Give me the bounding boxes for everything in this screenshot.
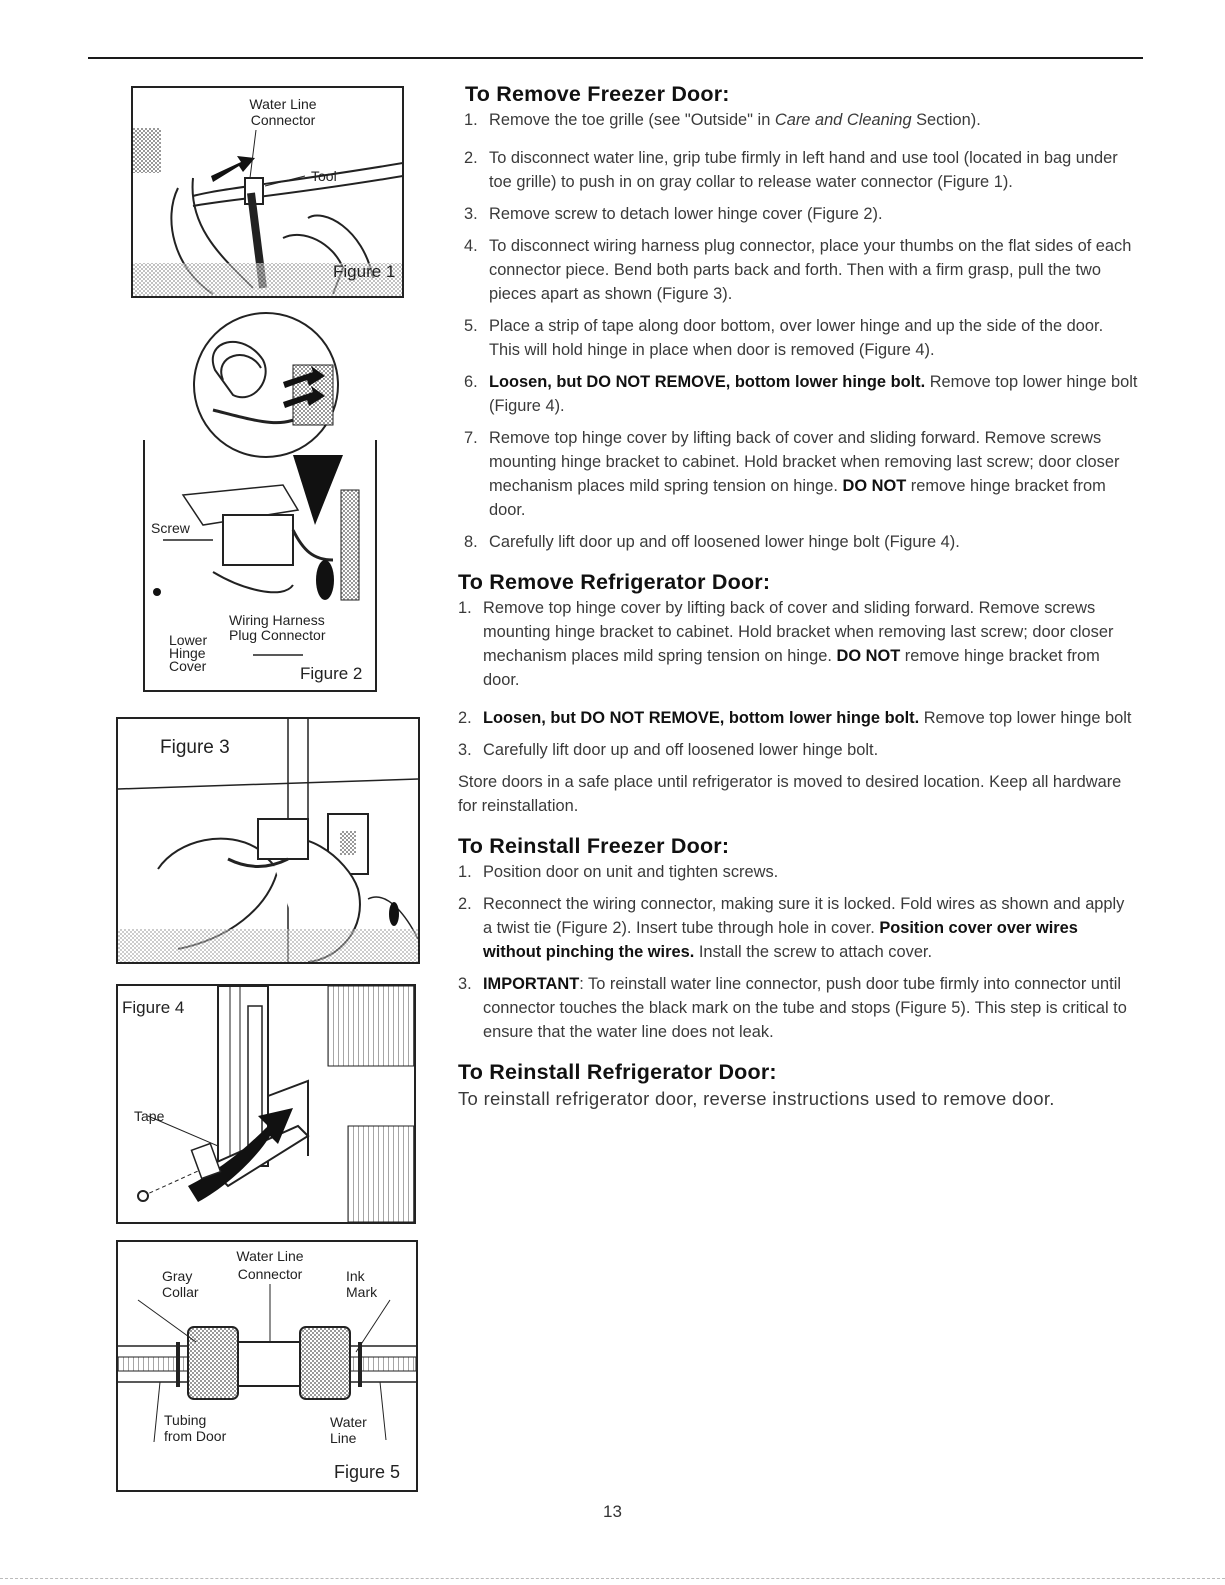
hinge-cover-drawing bbox=[143, 310, 373, 690]
remove-freezer-step-6: 6. Loosen, but DO NOT REMOVE, bottom lower hinge bolt. Remove top lower hinge bolt (Figure 4). bbox=[464, 373, 1138, 415]
store-doors-note: Store doors in a safe place until refrigerator is moved to desired location. Keep all hardware for reinstallation. bbox=[458, 773, 1122, 815]
remove-freezer-step-1: 1. Remove the toe grille (see "Outside" in Care and Cleaning Section). bbox=[464, 111, 981, 129]
label-connector: Connector bbox=[250, 112, 316, 128]
figure-3-caption: Figure 3 bbox=[160, 737, 230, 758]
label-ink: Ink bbox=[346, 1268, 365, 1284]
label-tape: Tape bbox=[134, 1108, 165, 1124]
remove-freezer-step-8: 8. Carefully lift door up and off loosened lower hinge bolt (Figure 4). bbox=[464, 533, 960, 551]
instructions-column bbox=[458, 80, 1138, 1112]
heading-reinstall-freezer-door: To Reinstall Freezer Door: bbox=[458, 834, 730, 858]
remove-freezer-step-7: 7. Remove top hinge cover by lifting back of cover and sliding forward. Remove screws mounting hinge bracket to cabinet. Hold bracket when removing last screw; door closer mechanism places mild spring tension on hinge. DO NOT remove hinge bracket from door. bbox=[464, 429, 1120, 519]
label-hinge: Hinge bbox=[169, 645, 206, 661]
label-water-line: Water Line bbox=[249, 96, 317, 112]
label-line: Line bbox=[330, 1430, 357, 1446]
top-rule bbox=[88, 57, 1143, 59]
reinstall-refrigerator-text: To reinstall refrigerator door, reverse instructions used to remove door. bbox=[458, 1088, 1055, 1109]
label-screw: Screw bbox=[151, 520, 190, 536]
label-gray: Gray bbox=[162, 1268, 193, 1284]
bottom-scan-edge bbox=[0, 1578, 1225, 1580]
remove-refrigerator-step-3: 3. Carefully lift door up and off loosened lower hinge bolt. bbox=[458, 741, 879, 759]
figure-5-illustration bbox=[116, 1240, 418, 1492]
heading-remove-refrigerator-door: To Remove Refrigerator Door: bbox=[458, 570, 771, 594]
figure-1-caption: Figure 1 bbox=[333, 262, 396, 281]
remove-freezer-step-3: 3. Remove screw to detach lower hinge cover (Figure 2). bbox=[464, 205, 883, 223]
door-tape-drawing bbox=[118, 986, 414, 1222]
figure-4-caption: Figure 4 bbox=[122, 998, 185, 1017]
label-lower: Lower bbox=[169, 632, 208, 648]
figure-2-caption: Figure 2 bbox=[300, 664, 363, 683]
label-wiring-harness: Wiring Harness bbox=[229, 612, 325, 628]
label-mark: Mark bbox=[346, 1284, 378, 1300]
figure-5-caption: Figure 5 bbox=[334, 1462, 401, 1482]
label-tool: Tool bbox=[311, 168, 337, 184]
label-tubing: Tubing bbox=[164, 1412, 207, 1428]
label-water: Water bbox=[330, 1414, 367, 1430]
figure-4-illustration bbox=[116, 984, 416, 1224]
label-from-door: from Door bbox=[164, 1428, 227, 1444]
heading-remove-freezer-door: To Remove Freezer Door: bbox=[465, 82, 730, 106]
page-number: 13 bbox=[603, 1502, 622, 1521]
label-plug-connector: Plug Connector bbox=[229, 627, 326, 643]
remove-freezer-step-2: 2. To disconnect water line, grip tube firmly in left hand and use tool (located in bag under toe grille) to push in on gray collar to release water connector (Figure 1). bbox=[464, 149, 1118, 191]
remove-freezer-step-5: 5. Place a strip of tape along door bottom, over lower hinge and up the side of the door. This will hold hinge in place when door is removed (Figure 4). bbox=[464, 317, 1104, 359]
heading-reinstall-refrigerator-door: To Reinstall Refrigerator Door: bbox=[458, 1060, 777, 1084]
label-connector: Connector bbox=[237, 1266, 303, 1282]
label-cover: Cover bbox=[169, 658, 207, 674]
remove-refrigerator-step-1: 1. Remove top hinge cover by lifting back of cover and sliding forward. Remove screws mounting hinge bracket to cabinet. Hold bracket when removing last screw; door closer mechanism places mild spring tension on hinge. DO NOT remove hinge bracket from door. bbox=[458, 599, 1114, 689]
remove-refrigerator-step-2: 2. Loosen, but DO NOT REMOVE, bottom lower hinge bolt. Remove top lower hinge bolt bbox=[458, 709, 1132, 727]
figure-1-illustration bbox=[131, 86, 404, 298]
reinstall-freezer-step-2: 2. Reconnect the wiring connector, making sure it is locked. Fold wires as shown and apply a twist tie (Figure 2). Insert tube through hole in cover. Position cover over wires without pinching the wires. Install the screw to attach cover. bbox=[458, 895, 1125, 961]
reinstall-freezer-step-3: 3. IMPORTANT: To reinstall water line connector, push door tube firmly into connector until connector touches the black mark on the tube and stops (Figure 5). This step is critical to ensure that the water line does not leak. bbox=[458, 975, 1127, 1041]
figure-3-illustration bbox=[116, 717, 420, 964]
label-collar: Collar bbox=[162, 1284, 199, 1300]
remove-freezer-step-4: 4. To disconnect wiring harness plug connector, place your thumbs on the flat sides of each connector piece. Bend both parts back and forth. Then with a firm grasp, pull the two pieces apart as shown (Figure 3). bbox=[464, 237, 1132, 303]
reinstall-freezer-step-1: 1. Position door on unit and tighten screws. bbox=[458, 863, 779, 881]
label-water-line: Water Line bbox=[236, 1248, 304, 1264]
